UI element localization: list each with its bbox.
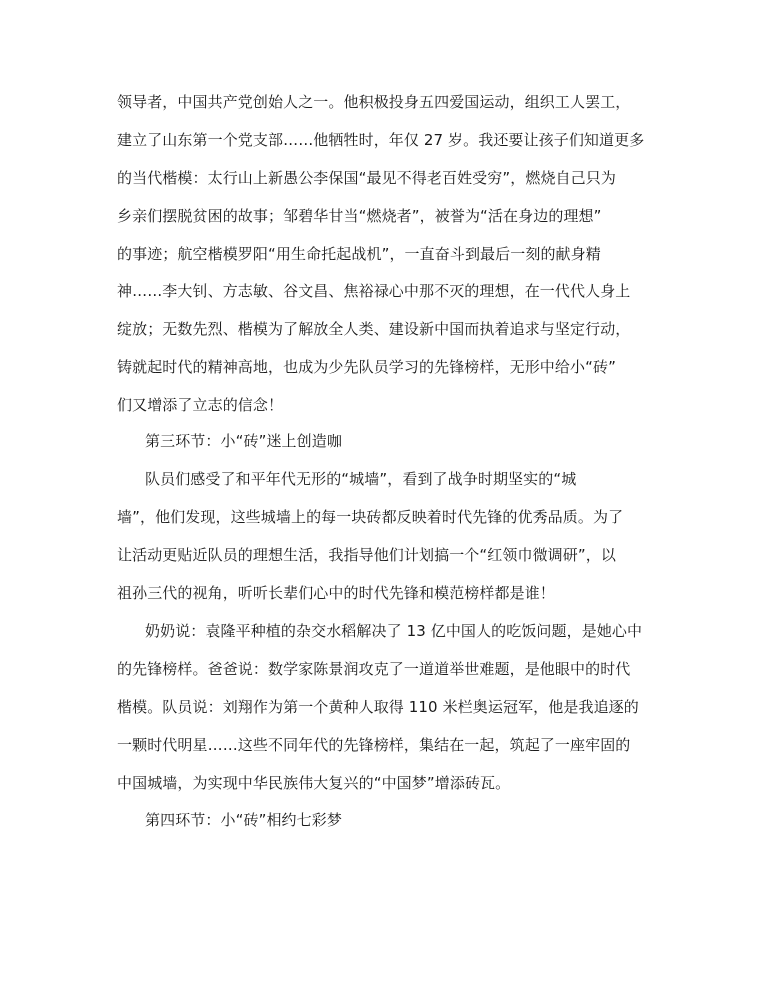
text-line: 铸就起时代的精神高地，也成为少先队员学习的先锋榜样，无形中给小“砖” xyxy=(117,358,616,376)
text-line: 神……李大钊、方志敏、谷文昌、焦裕禄心中那不灭的理想，在一代代人身上 xyxy=(117,282,631,300)
text-line: 奶奶说：袁隆平种植的杂交水稻解决了 13 亿中国人的吃饭问题，是她心中 xyxy=(145,622,643,640)
text-line: 中国城墙，为实现中华民族伟大复兴的“中国梦”增添砖瓦。 xyxy=(117,774,511,792)
text-line: 祖孙三代的视角，听听长辈们心中的时代先锋和模范榜样都是谁！ xyxy=(117,584,555,602)
section-heading: 第三环节：小“砖”迷上创造咖 xyxy=(145,432,342,450)
text-line: 们又增添了立志的信念！ xyxy=(117,396,284,414)
text-line: 的先锋榜样。爸爸说：数学家陈景润攻克了一道道举世难题，是他眼中的时代 xyxy=(117,660,631,678)
text-line: 队员们感受了和平年代无形的“城墙”，看到了战争时期坚实的“城 xyxy=(145,470,577,488)
text-line: 绽放；无数先烈、楷模为了解放全人类、建设新中国而执着追求与坚定行动， xyxy=(117,320,631,338)
text-line: 的事迹；航空楷模罗阳“用生命托起战机”，一直奋斗到最后一刻的献身精 xyxy=(117,245,601,263)
text-line: 乡亲们摆脱贫困的故事；邹碧华甘当“燃烧者”，被誉为“活在身边的理想” xyxy=(117,207,602,225)
text-line: 楷模。队员说：刘翔作为第一个黄种人取得 110 米栏奥运冠军，他是我追逐的 xyxy=(117,698,639,716)
text-line: 的当代楷模：太行山上新愚公李保国“最见不得老百姓受穷”，燃烧自己只为 xyxy=(117,169,616,187)
section-heading: 第四环节：小“砖”相约七彩梦 xyxy=(145,811,342,829)
text-line: 一颗时代明星……这些不同年代的先锋榜样，集结在一起，筑起了一座牢固的 xyxy=(117,736,631,754)
text-line: 建立了山东第一个党支部……他牺牲时，年仅 27 岁。我还要让孩子们知道更多 xyxy=(117,131,645,149)
text-line: 领导者，中国共产党创始人之一。他积极投身五四爱国运动，组织工人罢工， xyxy=(117,93,631,111)
text-line: 让活动更贴近队员的理想生活，我指导他们计划搞一个“红领巾微调研”，以 xyxy=(117,546,616,564)
text-line: 墙”，他们发现，这些城墙上的每一块砖都反映着时代先锋的优秀品质。为了 xyxy=(117,508,624,526)
